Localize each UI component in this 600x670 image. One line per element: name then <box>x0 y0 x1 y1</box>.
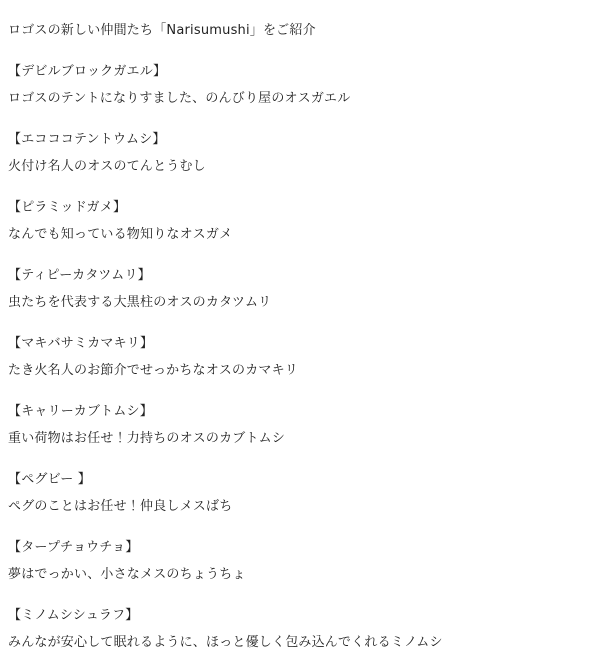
section-description: たき火名人のお節介でせっかちなオスのカマキリ <box>8 363 299 378</box>
section-pegbee <box>8 473 590 514</box>
section-description: 夢はでっかい、小さなメスのちょうちょ <box>8 567 246 582</box>
section-description: なんでも知っている物知りなオスガメ <box>8 227 233 242</box>
section-makibasami-mantis <box>8 337 590 378</box>
section-description: ロゴスのテントになりすました、のんびり屋のオスガエル <box>8 91 351 106</box>
section-tipi-snail <box>8 269 590 310</box>
section-tarp-butterfly <box>8 541 590 582</box>
section-heading: 【キャリーカブトムシ】 <box>8 404 153 419</box>
section-ecoco-ladybug <box>8 133 590 174</box>
section-heading: 【デビルブロックガエル】 <box>8 64 167 79</box>
section-description: ペグのことはお任せ！仲良しメスばち <box>8 499 233 514</box>
section-heading: 【ピラミッドガメ】 <box>8 200 127 215</box>
section-pyramid-turtle <box>8 201 590 242</box>
section-description: 重い荷物はお任せ！力持ちのオスのカブトムシ <box>8 431 286 446</box>
section-carry-beetle <box>8 405 590 446</box>
section-heading: 【タープチョウチョ】 <box>8 540 139 555</box>
section-description: 虫たちを代表する大黒柱のオスのカタツムリ <box>8 295 272 310</box>
section-devil-block-frog <box>8 65 590 106</box>
section-heading: 【エコココテントウムシ】 <box>8 132 166 147</box>
section-heading: 【マキバサミカマキリ】 <box>8 336 154 351</box>
section-description: みんなが安心して眠れるように、ほっと優しく包み込んでくれるミノムシ <box>8 635 443 650</box>
section-heading: 【ミノムシシュラフ】 <box>8 608 139 623</box>
intro-line: ロゴスの新しい仲間たち「Narisumushi」をご紹介 <box>8 23 316 38</box>
section-minomushi-sleeping-bag <box>8 609 590 650</box>
section-heading: 【ペグビー 】 <box>8 472 92 487</box>
section-description: 火付け名人のオスのてんとうむし <box>8 159 206 174</box>
section-heading: 【ティピーカタツムリ】 <box>8 268 151 283</box>
